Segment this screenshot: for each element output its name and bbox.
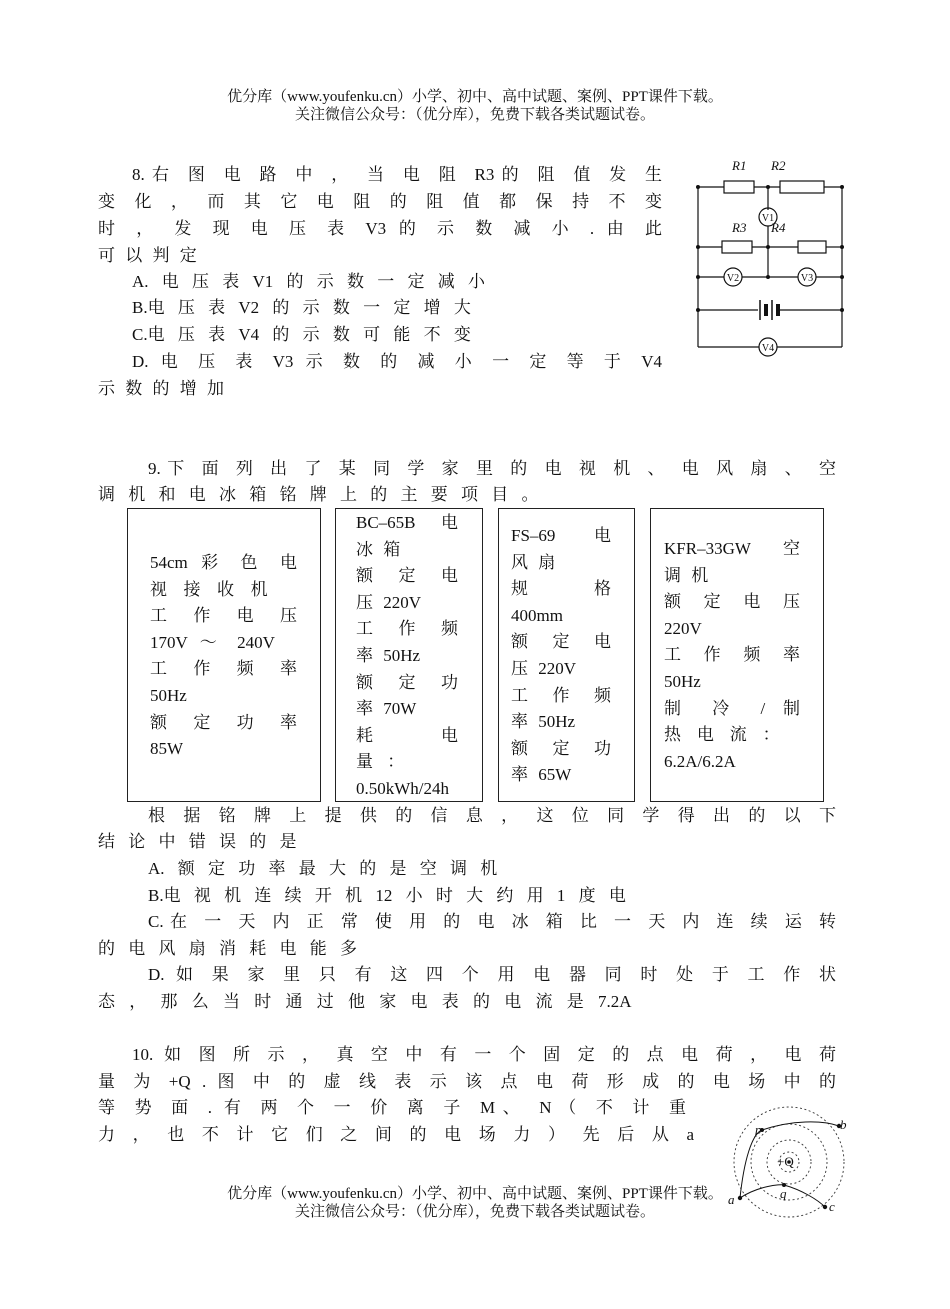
nameplate-line: 额 定 功 [356, 672, 458, 692]
nameplate-fridge [335, 508, 483, 802]
nameplate-line: 冰 箱 [356, 539, 401, 559]
nameplate-line: 50Hz [664, 671, 701, 691]
label-q: q [780, 1186, 787, 1201]
q9-after-line: 根 据 铭 牌 上 提 供 的 信 息 ， 这 位 同 学 得 出 的 以 下 [148, 806, 836, 825]
q8-stem-line: 时 ， 发 现 电 压 表 V3 的 示 数 减 小 . 由 此 [98, 219, 662, 238]
q9-stem-line: 调 机 和 电 冰 箱 铭 牌 上 的 主 要 项 目 。 [98, 485, 539, 504]
q8-stem-line: 8.右 图 电 路 中 ， 当 电 阻 R3的 阻 值 发 生 [132, 165, 662, 184]
nameplate-line: BC–65B 电 [356, 513, 458, 532]
q10-stem-line: 10. 如 图 所 示 ， 真 空 中 有 一 个 固 定 的 点 电 荷 ， 电 荷 [132, 1045, 836, 1064]
q8-stem-line: 可 以 判 定 [98, 246, 197, 265]
nameplate-line: 额 定 电 [356, 566, 458, 586]
nameplate-line: 工 作 频 [356, 619, 458, 639]
nameplate-line: 工 作 频 率 [664, 645, 800, 665]
q9-option-c: C.在 一 天 内 正 常 使 用 的 电 冰 箱 比 一 天 内 连 续 运 转 [148, 912, 836, 931]
nameplate-line: 率 50Hz [511, 712, 576, 732]
nameplate-line: 耗 电 [356, 725, 458, 745]
q9-option-c-cont: 的 电 风 扇 消 耗 电 能 多 [98, 939, 357, 958]
nameplate-line: 工 作 电 压 [150, 606, 297, 626]
q8-option-c: C.电 压 表 V4 的 示 数 可 能 不 变 [132, 325, 471, 344]
nameplate-line: 170V ～ 240V [150, 632, 275, 652]
nameplate-line: 6.2A/6.2A [664, 751, 736, 771]
label-r2: R2 [771, 158, 786, 173]
nameplate-line: 85W [150, 739, 184, 759]
nameplate-line: 额 定 电 [511, 632, 611, 652]
nameplate-line: 额 定 电 压 [664, 592, 800, 612]
q8-option-b: B.电 压 表 V2 的 示 数 一 定 增 大 [132, 298, 471, 317]
nameplate-line: 规 格 [511, 579, 611, 599]
nameplate-line: 视 接 收 机 [150, 579, 268, 599]
header-line-1: 优分库（www.youfenku.cn）小学、初中、高中试题、案例、PPT课件下载。 [227, 89, 723, 105]
label-v4: V4 [761, 343, 775, 354]
label-r4: R4 [771, 220, 786, 235]
label-v1: V1 [761, 213, 775, 224]
q8-option-d: D. 电 压 表 V3 示 数 的 减 小 一 定 等 于 V4 [132, 352, 662, 371]
label-v3: V3 [800, 273, 814, 284]
q10-stem-line: 力 ， 也 不 计 它 们 之 间 的 电 场 力 ） 先 后 从 a [98, 1125, 694, 1144]
nameplate-line: 率 70W [356, 699, 417, 719]
q10-stem-line: 等 势 面 . 有 两 个 一 价 离 子 M、 N（ 不 计 重 [98, 1098, 686, 1117]
circuit-diagram [680, 150, 855, 365]
header-line-2: 关注微信公众号：（优分库），免费下载各类试题试卷。 [294, 107, 655, 123]
nameplate-line: FS–69 电 [511, 526, 611, 545]
q9-option-a: A. 额 定 功 率 最 大 的 是 空 调 机 [148, 859, 498, 878]
nameplate-line: 压 220V [511, 658, 577, 678]
q9-option-b: B.电 视 机 连 续 开 机 12 小 时 大 约 用 1 度 电 [148, 886, 626, 905]
nameplate-line: 制 冷 / 制 [664, 698, 800, 718]
q9-option-d-cont: 态 ， 那 么 当 时 通 过 他 家 电 表 的 电 流 是 7.2A [98, 992, 632, 1011]
q8-stem-line: 变 化 ， 而 其 它 电 阻 的 阻 值 都 保 持 不 变 [98, 192, 662, 211]
nameplate-line: 额 定 功 [511, 738, 611, 758]
nameplate-line: 压 220V [356, 592, 422, 612]
q8-option-d-cont: 示 数 的 增 加 [98, 379, 224, 398]
nameplate-line: 工 作 频 [511, 685, 611, 705]
nameplate-line: 量 ： [356, 752, 405, 772]
footer-line-1: 优分库（www.youfenku.cn）小学、初中、高中试题、案例、PPT课件下载。 [227, 1186, 723, 1202]
q10-stem-line: 量 为 +Q . 图 中 的 虚 线 表 示 该 点 电 荷 形 成 的 电 场 中 的 [98, 1072, 836, 1091]
q9-option-d: D. 如 果 家 里 只 有 这 四 个 用 电 器 同 时 处 于 工 作 状 [148, 965, 836, 984]
q9-stem-line: 9.下 面 列 出 了 某 同 学 家 里 的 电 视 机 、 电 风 扇 、 空 [148, 459, 836, 478]
footer-line-2: 关注微信公众号：（优分库），免费下载各类试题试卷。 [294, 1204, 655, 1220]
q8-option-a: A. 电 压 表 V1 的 示 数 一 定 减 小 [132, 272, 486, 291]
label-b: b [840, 1117, 847, 1132]
label-r3: R3 [732, 220, 747, 235]
nameplate-ac [650, 508, 824, 802]
nameplate-line: 54cm 彩 色 电 [150, 553, 297, 572]
nameplate-line: 工 作 频 率 [150, 659, 297, 679]
nameplate-line: 调 机 [664, 565, 709, 585]
nameplate-line: 率 65W [511, 765, 572, 785]
nameplate-line: 热 电 流 ： [664, 725, 780, 745]
nameplate-tv [127, 508, 321, 802]
nameplate-fan [498, 508, 635, 802]
label-v2: V2 [726, 273, 740, 284]
nameplate-line: 50Hz [150, 685, 187, 705]
nameplate-line: 0.50kWh/24h [356, 778, 450, 798]
label-r1: R1 [732, 158, 747, 173]
nameplate-line: KFR–33GW 空 [664, 539, 800, 558]
nameplate-line: 400mm [511, 605, 563, 625]
q9-after-line: 结 论 中 错 误 的 是 [98, 832, 297, 851]
nameplate-line: 220V [664, 618, 702, 638]
label-a: a [728, 1192, 735, 1207]
nameplate-line: 率 50Hz [356, 645, 421, 665]
nameplate-line: 风 扇 [511, 552, 556, 572]
label-c: c [829, 1199, 835, 1214]
label-p: p [755, 1122, 762, 1137]
nameplate-line: 额 定 功 率 [150, 712, 297, 732]
label-charge: +Q [777, 1154, 794, 1169]
